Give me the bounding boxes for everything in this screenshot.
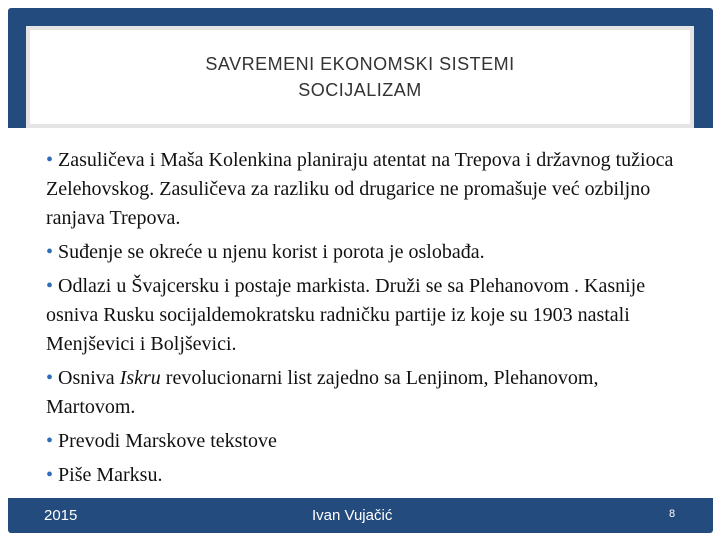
bullet-list bbox=[46, 146, 686, 495]
bullet-item bbox=[46, 238, 686, 267]
bullet-text: Prevodi Marskove tekstove bbox=[58, 430, 277, 452]
bullet-text: Suđenje se okreće u njenu korist i porota je oslobađa. bbox=[58, 241, 485, 263]
bullet-text: Zasuličeva i Maša Kolenkina planiraju atentat na Trepova i državnog tužioca Zelehovskog. Zasuličeva za razliku od drugarice ne promašuje već ozbiljno ranjava Trepova. bbox=[46, 149, 674, 229]
footer-year: 2015 bbox=[44, 507, 78, 524]
bullet-item bbox=[46, 146, 686, 233]
bullet-text-before: Osniva bbox=[58, 367, 120, 389]
bullet-marker: • bbox=[46, 275, 54, 297]
title-box bbox=[26, 26, 694, 128]
bullet-item bbox=[46, 364, 686, 422]
bullet-text-after: revolucionarni list zajedno sa Lenjinom, Plehanovom, Martovom. bbox=[46, 367, 599, 418]
bullet-marker: • bbox=[46, 149, 54, 171]
slide-title-line-2: SOCIJALIZAM bbox=[298, 80, 422, 100]
bullet-text: Piše Marksu. bbox=[58, 464, 163, 486]
bullet-text-italic: Iskru bbox=[119, 367, 161, 389]
bullet-text: Odlazi u Švajcersku i postaje markista. Druži se sa Plehanovom . Kasnije osniva Rusku socijaldemokratsku radničku partije iz koje su 1903 nastali Menjševici i Boljševici. bbox=[46, 275, 646, 355]
bullet-marker: • bbox=[46, 430, 54, 452]
bullet-item bbox=[46, 272, 686, 359]
bullet-marker: • bbox=[46, 241, 54, 263]
bullet-marker: • bbox=[46, 367, 54, 389]
footer-page-number: 8 bbox=[669, 508, 676, 520]
content-area bbox=[8, 128, 713, 498]
bullet-item bbox=[46, 427, 686, 456]
slide-title-line-1: SAVREMENI EKONOMSKI SISTEMI bbox=[205, 54, 515, 74]
bullet-item bbox=[46, 461, 686, 490]
bullet-marker: • bbox=[46, 464, 54, 486]
footer-author: Ivan Vujačić bbox=[312, 507, 393, 524]
